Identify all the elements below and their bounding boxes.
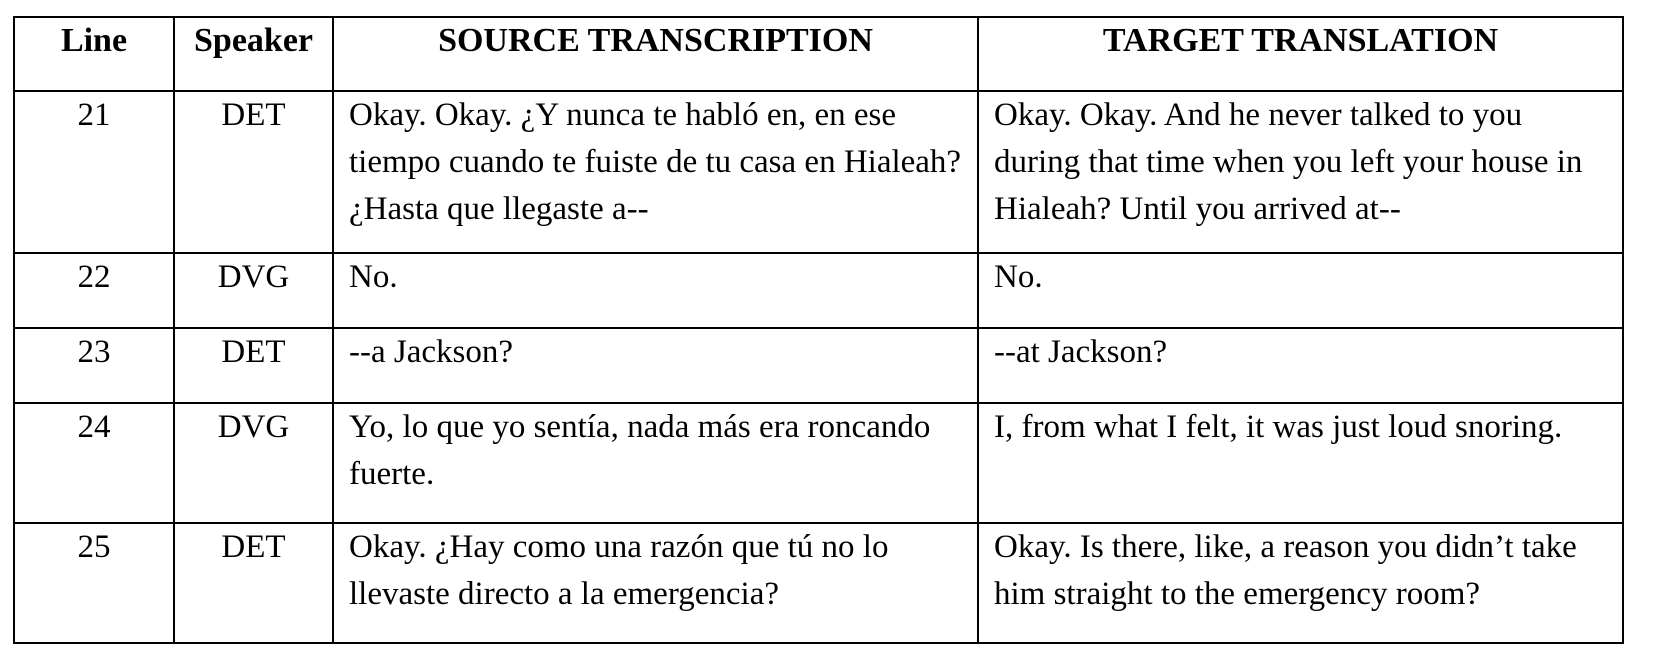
table-body <box>14 91 1623 643</box>
table-row <box>14 523 1623 643</box>
target-text: --at Jackson? <box>978 328 1623 403</box>
source-text: Okay. Okay. ¿Y nunca te habló en, en ese tiempo cuando te fuiste de tu casa en Hialeah? ¿Hasta que llegaste a-- <box>333 91 978 253</box>
target-text: I, from what I felt, it was just loud snoring. <box>978 403 1623 523</box>
table-header <box>14 17 1623 91</box>
line-number: 24 <box>14 403 174 523</box>
line-number: 22 <box>14 253 174 328</box>
table-row <box>14 328 1623 403</box>
target-text: No. <box>978 253 1623 328</box>
line-number: 25 <box>14 523 174 643</box>
header-source-transcription: SOURCE TRANSCRIPTION <box>333 17 978 91</box>
table-row <box>14 91 1623 253</box>
line-number: 23 <box>14 328 174 403</box>
header-line: Line <box>14 17 174 91</box>
table-row <box>14 253 1623 328</box>
speaker-code: DET <box>174 523 333 643</box>
source-text: Yo, lo que yo sentía, nada más era roncando fuerte. <box>333 403 978 523</box>
header-row <box>14 17 1623 91</box>
source-text: Okay. ¿Hay como una razón que tú no lo llevaste directo a la emergencia? <box>333 523 978 643</box>
transcript-table-container <box>13 16 1624 644</box>
source-text: No. <box>333 253 978 328</box>
line-number: 21 <box>14 91 174 253</box>
header-speaker: Speaker <box>174 17 333 91</box>
speaker-code: DVG <box>174 253 333 328</box>
target-text: Okay. Okay. And he never talked to you during that time when you left your house in Hialeah? Until you arrived at-- <box>978 91 1623 253</box>
source-text: --a Jackson? <box>333 328 978 403</box>
transcript-table <box>13 16 1624 644</box>
speaker-code: DET <box>174 91 333 253</box>
speaker-code: DET <box>174 328 333 403</box>
target-text: Okay. Is there, like, a reason you didn’t take him straight to the emergency room? <box>978 523 1623 643</box>
speaker-code: DVG <box>174 403 333 523</box>
table-row <box>14 403 1623 523</box>
header-target-translation: TARGET TRANSLATION <box>978 17 1623 91</box>
